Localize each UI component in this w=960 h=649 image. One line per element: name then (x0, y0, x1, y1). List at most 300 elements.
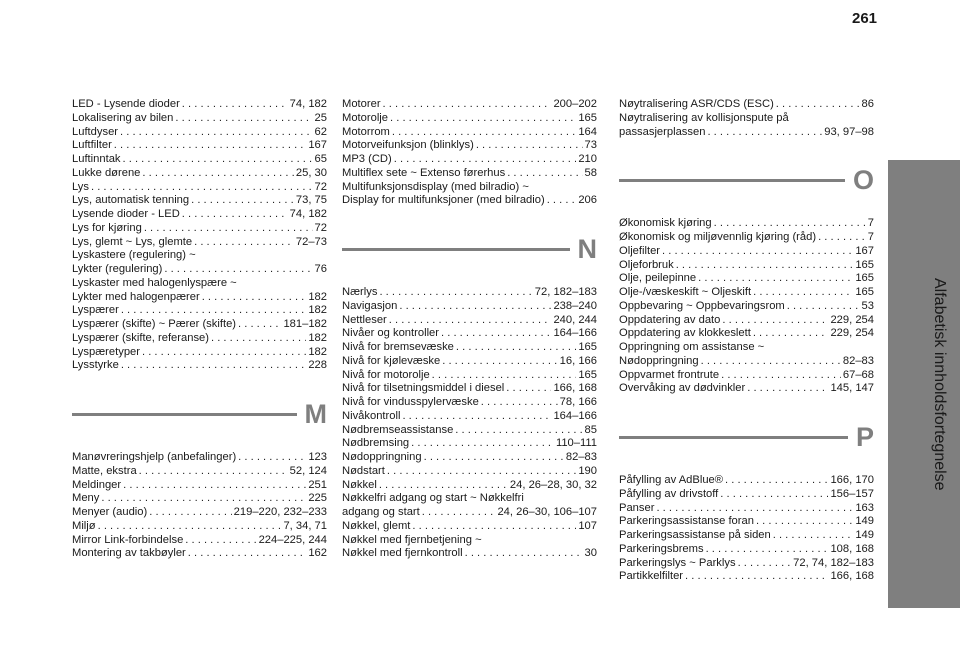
dot-leader (123, 153, 313, 167)
index-entry-text: adgang og start (342, 506, 420, 518)
dot-leader (238, 318, 281, 332)
index-entry (72, 534, 327, 548)
dot-leader (721, 369, 841, 383)
index-entry-text: Nøkkel med fjernkontroll (342, 547, 463, 560)
dot-leader (707, 126, 822, 140)
index-entry (342, 341, 597, 355)
index-entry-pages: 166, 168 (553, 382, 597, 395)
dot-leader (422, 506, 496, 520)
index-entry (619, 126, 874, 140)
index-entry (72, 547, 327, 561)
index-entry (72, 139, 327, 153)
index-entry-text: Meldinger (72, 478, 122, 491)
index-entry-pages: 238–240 (553, 299, 597, 312)
index-entry (342, 355, 597, 369)
index-entry-text: Nøytralisering av kollisjonspute på (619, 111, 789, 124)
dot-leader (121, 304, 306, 318)
index-entry (342, 534, 597, 548)
index-entry-text: Partikkelfilter (619, 570, 684, 583)
dot-leader (722, 314, 828, 328)
index-entry-text: Lys (72, 180, 89, 193)
dot-leader (191, 194, 294, 208)
index-entry-text: Olje, peilepinne (619, 272, 697, 285)
index-entry-text: Lys, automatisk tenning (72, 194, 190, 207)
index-entry (72, 126, 327, 140)
index-entry-text: Oppbevaring ~ Oppbevaringsrom (619, 299, 785, 312)
index-entry-text: Nødoppringning (342, 451, 422, 463)
index-entry (619, 488, 874, 502)
index-entry (72, 318, 327, 332)
dot-leader (738, 557, 792, 571)
index-entry (619, 502, 874, 516)
index-entry-text: Nivå for vindusspylervæske (342, 396, 479, 408)
index-entry-pages: 16, 166 (559, 354, 597, 367)
index-column-1 (72, 98, 327, 561)
index-entry (342, 98, 597, 112)
dot-leader (139, 465, 288, 479)
index-entry-text: Matte, ekstra (72, 464, 137, 477)
dot-leader (818, 231, 866, 245)
index-entry-pages: 107 (578, 519, 597, 532)
index-entry-text: Multiflex sete ~ Extenso førerhus (342, 166, 506, 179)
index-entry-text: Parkeringsbrems (619, 542, 704, 555)
index-entry (72, 263, 327, 277)
dot-leader (114, 139, 307, 153)
index-entry (342, 126, 597, 140)
dot-leader (455, 424, 582, 438)
page-number: 261 (852, 10, 878, 27)
index-entry-text: Panser (619, 501, 655, 514)
index-entry-text: Lykter (regulering) (72, 263, 163, 275)
index-entry-text: Motorveifunksjon (blinklys) (342, 139, 474, 152)
index-entry (619, 543, 874, 557)
dot-leader (412, 520, 576, 534)
index-column-3 (619, 98, 874, 584)
index-entry (342, 382, 597, 396)
index-entry-pages: 72, 74, 182–183 (793, 556, 874, 569)
side-tab-label: Alfabetisk innholdsfortegnelse (931, 277, 948, 491)
dot-leader (379, 479, 508, 493)
index-entry-text: Påfylling av AdBlue® (619, 474, 724, 486)
dot-leader (389, 314, 552, 328)
index-entry-text: Parkeringsassistanse foran (619, 515, 754, 528)
index-entry-text: Nødoppringning (619, 354, 699, 367)
index-entry-text: Display for multifunksjoner (med bilradio) (342, 194, 545, 207)
index-entry (619, 300, 874, 314)
dot-leader (123, 479, 306, 493)
index-entry (342, 327, 597, 341)
index-entry-text: Nivå for tilsetningsmiddel i diesel (342, 382, 505, 395)
index-entry (619, 286, 874, 300)
index-entry-pages: 165 (578, 341, 597, 353)
index-entry-text: Oljeforbruk (619, 258, 674, 271)
index-entry-text: Lykter med halogenpærer (72, 290, 200, 303)
index-entry-text: Luftfilter (72, 139, 112, 152)
index-entry-pages: 240, 244 (553, 313, 597, 326)
index-entry-text: Lyskastere (regulering) ~ (72, 249, 196, 262)
dot-leader (424, 451, 564, 465)
dot-leader (182, 98, 288, 112)
index-entry (72, 153, 327, 167)
index-entry-pages: 167 (855, 244, 874, 257)
index-entry-pages: 72 (314, 221, 327, 234)
index-entry (342, 465, 597, 479)
dot-leader (698, 272, 853, 286)
index-entry-text: Nivå for motorolje (342, 368, 430, 381)
index-entry-text: Nivåer og kontroller (342, 327, 440, 340)
index-entry (619, 474, 874, 488)
index-entry-pages: 200–202 (553, 98, 597, 110)
index-entry-text: Oppdatering av dato (619, 313, 721, 326)
dot-leader (432, 369, 577, 383)
index-entry-pages: 156–157 (830, 487, 874, 500)
dot-leader (756, 515, 853, 529)
dot-leader (725, 474, 828, 488)
dot-leader (720, 488, 828, 502)
dot-leader (211, 332, 306, 346)
index-entry-text: Olje-/væskeskift ~ Oljeskift (619, 286, 752, 298)
index-entry-text: Nødstart (342, 464, 385, 477)
index-entry-text: Montering av takbøyler (72, 547, 186, 560)
index-entry (72, 249, 327, 263)
index-entry (342, 424, 597, 438)
index-entry-pages: 165 (855, 272, 874, 285)
index-entry-pages: 65 (314, 153, 327, 165)
index-entry (619, 557, 874, 571)
index-entry-pages: 7, 34, 71 (283, 519, 327, 532)
index-entry (72, 181, 327, 195)
letter-heading (342, 234, 597, 264)
index-entry-pages: 251 (308, 478, 327, 491)
index-entry (72, 208, 327, 222)
letter-divider (619, 436, 848, 439)
index-entry-text: Nærlys (342, 286, 378, 298)
index-entry-pages: 163 (855, 501, 874, 514)
index-entry-text: Lys for kjøring (72, 221, 142, 234)
index-entry-text: Lokalisering av bilen (72, 111, 174, 124)
index-entry (619, 570, 874, 584)
index-entry-pages: 190 (578, 464, 597, 477)
dot-leader (465, 547, 583, 561)
index-entry-text: Lyspærer (skifte, referanse) (72, 331, 209, 344)
index-entry (72, 277, 327, 291)
index-entry-text: Oppdatering av klokkeslett (619, 327, 751, 340)
index-entry (342, 410, 597, 424)
index-entry-pages: 110–111 (555, 437, 597, 450)
index-entry (72, 236, 327, 250)
letter-heading (619, 165, 874, 195)
dot-leader (202, 291, 307, 305)
index-entry-pages: 182 (308, 290, 327, 303)
index-column-2 (342, 98, 597, 561)
dot-leader (676, 259, 854, 273)
dot-leader (120, 126, 313, 140)
letter-divider (342, 248, 570, 251)
index-entry-pages: 25 (314, 111, 327, 124)
index-entry-pages: 72, 182–183 (534, 286, 597, 298)
index-entry-text: Lyspærer (skifte) ~ Pærer (skifte) (72, 318, 237, 330)
dot-leader (662, 245, 853, 259)
dot-leader (442, 355, 557, 369)
index-entry-pages: 182 (308, 331, 327, 344)
index-entry-pages: 72 (314, 180, 327, 193)
index-entry-text: Nødbremsing (342, 437, 410, 450)
index-entry-text: Nødbremseassistanse (342, 423, 454, 436)
index-entry-text: Lyspærer (72, 304, 119, 317)
index-entry (72, 112, 327, 126)
index-entry-pages: 73, 75 (295, 194, 327, 207)
index-entry-text: Mirror Link-forbindelse (72, 533, 184, 546)
index-entry (342, 181, 597, 195)
dot-leader (753, 327, 829, 341)
dot-leader (144, 222, 313, 236)
index-entry-pages: 166, 170 (830, 474, 874, 486)
dot-leader (185, 534, 256, 548)
index-entry (342, 167, 597, 181)
index-entry (72, 332, 327, 346)
index-entry-pages: 58 (584, 166, 597, 179)
index-entry-pages: 164 (578, 125, 597, 138)
dot-leader (506, 382, 551, 396)
index-entry-pages: 219–220, 232–233 (233, 506, 327, 518)
dot-leader (747, 382, 828, 396)
index-entry-text: Lysende dioder - LED (72, 208, 180, 220)
index-entry-pages: 165 (855, 286, 874, 298)
index-entry (342, 286, 597, 300)
index-entry (619, 341, 874, 355)
index-entry-pages: 229, 254 (830, 313, 874, 326)
index-entry (619, 355, 874, 369)
index-entry (619, 245, 874, 259)
index-entry-text: Økonomisk og miljøvennlig kjøring (råd) (619, 231, 817, 243)
index-entry-pages: 74, 182 (289, 98, 327, 110)
index-entry (342, 396, 597, 410)
dot-leader (399, 300, 551, 314)
index-entry-pages: 108, 168 (830, 542, 874, 555)
index-entry-text: Nettleser (342, 313, 387, 326)
index-entry-pages: 30 (584, 547, 597, 560)
index-entry-pages: 93, 97–98 (824, 125, 874, 138)
index-entry-text: Motorolje (342, 111, 389, 124)
index-entry-text: Navigasjon (342, 299, 398, 312)
index-entry-pages: 164–166 (553, 409, 597, 422)
index-entry-text: Nøkkelfri adgang og start ~ Nøkkelfri (342, 492, 524, 505)
index-entry (619, 217, 874, 231)
index-entry (342, 369, 597, 383)
index-entry-text: Luftdyser (72, 125, 119, 138)
index-entry (72, 194, 327, 208)
dot-leader (149, 506, 231, 520)
index-entry-pages: 165 (578, 111, 597, 124)
index-entry (72, 304, 327, 318)
index-entry-pages: 182 (308, 304, 327, 317)
index-entry (342, 547, 597, 561)
index-entry-text: Oljefilter (619, 244, 661, 257)
index-entry-text: Multifunksjonsdisplay (med bilradio) ~ (342, 180, 529, 193)
index-entry-pages: 52, 124 (289, 464, 327, 477)
dot-leader (706, 543, 829, 557)
index-entry (619, 529, 874, 543)
index-entry-pages: 7 (867, 231, 874, 243)
index-entry (342, 112, 597, 126)
dot-leader (164, 263, 312, 277)
dot-leader (547, 194, 577, 208)
index-entry-pages: 165 (855, 258, 874, 271)
index-entry-pages: 62 (314, 125, 327, 138)
index-entry-pages: 162 (308, 547, 327, 560)
index-entry-text: Lyspæretyper (72, 345, 140, 358)
index-entry-text: Nøytralisering ASR/CDS (ESC) (619, 98, 774, 110)
index-entry-pages: 7 (867, 217, 874, 230)
index-entry-text: Parkeringsassistanse på siden (619, 529, 771, 541)
index-entry-pages: 74, 182 (289, 208, 327, 220)
index-entry (72, 167, 327, 181)
dot-leader (685, 570, 828, 584)
index-entry (72, 222, 327, 236)
dot-leader (507, 167, 582, 181)
dot-leader (773, 529, 854, 543)
index-entry (72, 520, 327, 534)
dot-leader (101, 492, 306, 506)
index-entry (72, 359, 327, 373)
index-entry-text: Overvåking av dødvinkler (619, 382, 746, 395)
index-entry-text: Påfylling av drivstoff (619, 487, 719, 500)
index-entry-text: Manøvreringshjelp (anbefalinger) (72, 451, 237, 463)
index-entry-text: Lukke dørene (72, 166, 141, 179)
index-entry-pages: 149 (855, 529, 874, 541)
index-entry-pages: 24, 26–28, 30, 32 (509, 478, 597, 491)
index-entry (619, 272, 874, 286)
letter-label: M (304, 399, 327, 429)
index-entry (72, 479, 327, 493)
index-entry-text: Nøkkel med fjernbetjening ~ (342, 533, 482, 546)
index-entry-text: Nøkkel, glemt (342, 519, 411, 532)
index-entry (342, 506, 597, 520)
index-entry-pages: 210 (578, 153, 597, 165)
index-entry-pages: 82–83 (565, 451, 597, 463)
dot-leader (776, 98, 860, 112)
index-entry (342, 194, 597, 208)
dot-leader (392, 126, 576, 140)
letter-heading (619, 422, 874, 452)
letter-label: N (577, 234, 597, 264)
dot-leader (411, 437, 554, 451)
index-entry-pages: 82–83 (842, 354, 874, 367)
index-entry (619, 382, 874, 396)
letter-divider (619, 179, 845, 182)
index-entry (72, 492, 327, 506)
index-entry-pages: 86 (861, 98, 874, 110)
index-entry-text: Motorrom (342, 125, 390, 138)
index-entry-pages: 181–182 (283, 318, 327, 330)
index-entry-pages: 206 (578, 194, 597, 207)
index-entry-pages: 123 (308, 451, 327, 463)
index-entry-text: passasjerplassen (619, 125, 706, 138)
dot-leader (481, 396, 558, 410)
index-entry-text: Lys, glemt ~ Lys, glemte (72, 235, 193, 248)
dot-leader (175, 112, 312, 126)
index-entry (342, 437, 597, 451)
dot-leader (394, 153, 577, 167)
dot-leader (182, 208, 288, 222)
dot-leader (98, 520, 282, 534)
index-entry-text: Parkeringslys ~ Parklys (619, 556, 736, 569)
dot-leader (188, 547, 307, 561)
index-entry (72, 451, 327, 465)
index-entry (342, 139, 597, 153)
index-entry (72, 506, 327, 520)
index-entry-pages: 228 (308, 359, 327, 372)
index-entry (72, 346, 327, 360)
index-entry (619, 98, 874, 112)
index-entry (72, 98, 327, 112)
index-entry-pages: 167 (308, 139, 327, 152)
letter-heading (72, 399, 327, 429)
index-entry-pages: 67–68 (842, 368, 874, 381)
letter-divider (72, 413, 297, 416)
dot-leader (714, 217, 866, 231)
dot-leader (753, 286, 853, 300)
index-entry-pages: 229, 254 (830, 327, 874, 340)
index-entry-text: Nivå for kjølevæske (342, 354, 441, 367)
index-entry-pages: 149 (855, 515, 874, 528)
index-entry-pages: 76 (314, 263, 327, 275)
dot-leader (456, 341, 576, 355)
index-entry (619, 314, 874, 328)
index-entry-pages: 72–73 (295, 235, 327, 248)
index-entry-pages: 164–166 (553, 327, 597, 340)
index-entry-pages: 24, 26–30, 106–107 (497, 506, 597, 518)
index-entry-pages: 225 (308, 492, 327, 505)
index-entry (342, 492, 597, 506)
letter-label: P (855, 422, 874, 452)
dot-leader (379, 286, 532, 300)
index-entry (342, 520, 597, 534)
index-entry-text: Luftinntak (72, 153, 121, 165)
index-entry-text: Oppvarmet frontrute (619, 368, 720, 381)
index-entry (619, 259, 874, 273)
index-entry-pages: 25, 30 (295, 166, 327, 179)
dot-leader (701, 355, 841, 369)
index-entry-pages: 145, 147 (830, 382, 874, 395)
index-entry-text: LED - Lysende dioder (72, 98, 180, 110)
dot-leader (476, 139, 583, 153)
dot-leader (238, 451, 306, 465)
index-entry (342, 479, 597, 493)
index-entry (342, 314, 597, 328)
index-entry-pages: 165 (578, 368, 597, 381)
dot-leader (787, 300, 860, 314)
index-entry-text: Oppringning om assistanse ~ (619, 341, 765, 353)
dot-leader (387, 465, 576, 479)
index-entry-pages: 166, 168 (830, 570, 874, 583)
index-entry (72, 465, 327, 479)
index-entry-text: Motorer (342, 98, 381, 110)
index-entry-text: Nivå for bremsevæske (342, 341, 454, 353)
index-entry (342, 153, 597, 167)
index-entry-pages: 78, 166 (559, 396, 597, 408)
index-entry-text: Lysstyrke (72, 359, 119, 372)
index-entry-text: Økonomisk kjøring (619, 217, 712, 230)
index-entry (342, 300, 597, 314)
index-entry-text: Menyer (audio) (72, 506, 148, 518)
dot-leader (142, 346, 306, 360)
index-entry-pages: 85 (584, 423, 597, 436)
index-entry (619, 231, 874, 245)
index-entry-pages: 224–225, 244 (258, 533, 327, 546)
dot-leader (402, 410, 551, 424)
index-entry (342, 451, 597, 465)
